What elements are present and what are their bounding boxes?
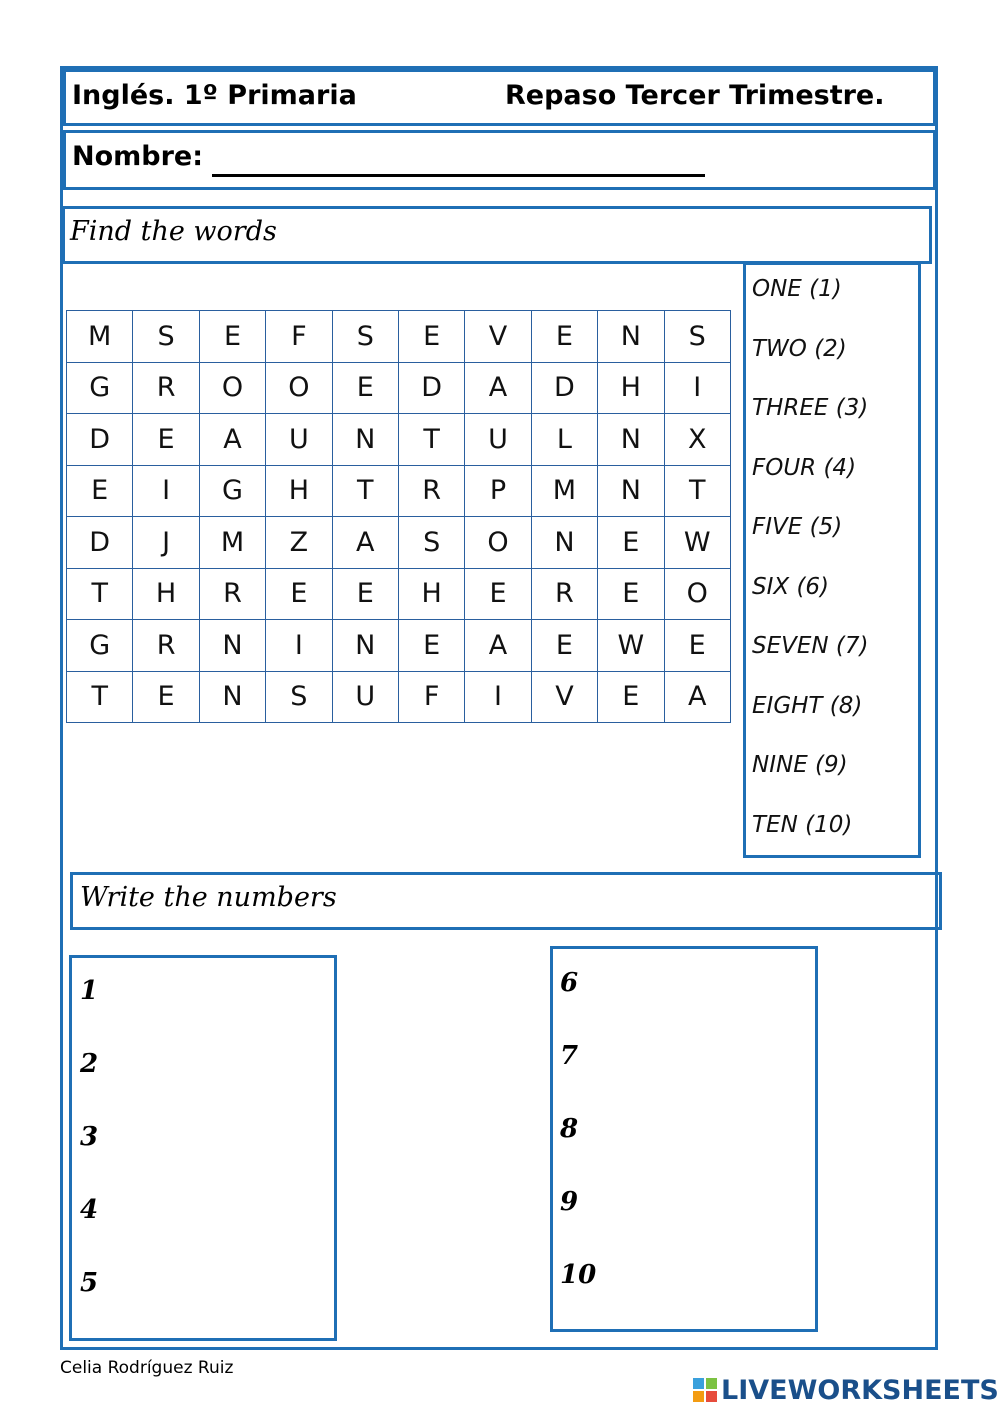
grid-cell[interactable]: E — [398, 620, 464, 672]
grid-cell[interactable]: I — [465, 671, 531, 723]
name-label: Nombre: — [72, 141, 204, 172]
grid-cell[interactable]: I — [133, 465, 199, 517]
number-item[interactable]: 4 — [80, 1195, 99, 1225]
word-list-item: THREE (3) — [752, 395, 869, 421]
number-item[interactable]: 5 — [80, 1268, 99, 1298]
header-topic: Repaso Tercer Trimestre. — [505, 80, 885, 111]
grid-cell[interactable]: U — [266, 414, 332, 466]
grid-cell[interactable]: F — [266, 311, 332, 363]
grid-row — [67, 414, 731, 466]
grid-cell[interactable]: D — [67, 414, 133, 466]
numbers-box-left — [69, 955, 337, 1341]
grid-cell[interactable]: H — [598, 362, 664, 414]
number-item[interactable]: 1 — [80, 976, 99, 1006]
number-item[interactable]: 2 — [80, 1049, 99, 1079]
grid-cell[interactable]: N — [199, 671, 265, 723]
grid-row — [67, 465, 731, 517]
author-credit: Celia Rodríguez Ruiz — [60, 1358, 234, 1378]
grid-cell[interactable]: G — [67, 620, 133, 672]
number-item[interactable]: 7 — [560, 1041, 579, 1071]
grid-cell[interactable]: O — [266, 362, 332, 414]
grid-cell[interactable]: Z — [266, 517, 332, 569]
grid-cell[interactable]: D — [531, 362, 597, 414]
word-list — [752, 276, 869, 871]
grid-cell[interactable]: A — [664, 671, 730, 723]
grid-row — [67, 568, 731, 620]
grid-cell[interactable]: G — [199, 465, 265, 517]
number-item[interactable]: 8 — [560, 1114, 579, 1144]
grid-cell[interactable]: W — [664, 517, 730, 569]
grid-cell[interactable]: V — [465, 311, 531, 363]
numbers-list-left — [80, 976, 98, 1341]
grid-cell[interactable]: T — [67, 568, 133, 620]
grid-cell[interactable]: E — [398, 311, 464, 363]
find-words-title: Find the words — [70, 216, 277, 247]
grid-cell[interactable]: T — [332, 465, 398, 517]
grid-cell[interactable]: E — [199, 311, 265, 363]
word-list-item: NINE (9) — [752, 752, 848, 778]
grid-cell[interactable]: I — [266, 620, 332, 672]
grid-cell[interactable]: E — [266, 568, 332, 620]
number-item[interactable]: 3 — [80, 1122, 99, 1152]
grid-cell[interactable]: O — [664, 568, 730, 620]
grid-cell[interactable]: I — [664, 362, 730, 414]
grid-cell[interactable]: E — [133, 671, 199, 723]
word-list-item: SEVEN (7) — [752, 633, 869, 659]
grid-cell[interactable]: U — [465, 414, 531, 466]
liveworksheets-icon — [693, 1378, 717, 1402]
grid-cell[interactable]: N — [531, 517, 597, 569]
grid-cell[interactable]: R — [133, 362, 199, 414]
grid-row — [67, 362, 731, 414]
grid-cell[interactable]: E — [465, 568, 531, 620]
grid-cell[interactable]: H — [266, 465, 332, 517]
grid-cell[interactable]: E — [598, 568, 664, 620]
grid-cell[interactable]: F — [398, 671, 464, 723]
grid-cell[interactable]: O — [465, 517, 531, 569]
grid-cell[interactable]: E — [531, 620, 597, 672]
grid-cell[interactable]: T — [67, 671, 133, 723]
grid-cell[interactable]: U — [332, 671, 398, 723]
write-numbers-title: Write the numbers — [80, 882, 337, 913]
grid-cell[interactable]: V — [531, 671, 597, 723]
grid-row — [67, 517, 731, 569]
grid-cell[interactable]: N — [199, 620, 265, 672]
logo-square-2 — [706, 1378, 717, 1389]
grid-cell[interactable]: E — [531, 311, 597, 363]
grid-cell[interactable]: A — [465, 620, 531, 672]
grid-cell[interactable]: A — [332, 517, 398, 569]
logo-square-3 — [693, 1391, 704, 1402]
grid-cell[interactable]: E — [664, 620, 730, 672]
grid-cell[interactable]: S — [398, 517, 464, 569]
word-list-item: TWO (2) — [752, 335, 847, 362]
word-list-item: TEN (10) — [752, 811, 853, 838]
numbers-list-right — [560, 968, 596, 1333]
grid-cell[interactable]: E — [332, 568, 398, 620]
grid-cell[interactable]: T — [398, 414, 464, 466]
word-list-item: FIVE (5) — [752, 514, 843, 540]
grid-cell[interactable]: E — [598, 671, 664, 723]
grid-cell[interactable]: N — [332, 620, 398, 672]
grid-cell[interactable]: M — [531, 465, 597, 517]
grid-row — [67, 671, 731, 723]
grid-cell[interactable]: T — [664, 465, 730, 517]
grid-cell[interactable]: G — [67, 362, 133, 414]
grid-cell[interactable]: X — [664, 414, 730, 466]
grid-cell[interactable]: E — [598, 517, 664, 569]
grid-cell[interactable]: P — [465, 465, 531, 517]
grid-cell[interactable]: R — [531, 568, 597, 620]
grid-cell[interactable]: S — [266, 671, 332, 723]
grid-cell[interactable]: N — [332, 414, 398, 466]
grid-row — [67, 311, 731, 363]
grid-cell[interactable]: E — [332, 362, 398, 414]
grid-cell[interactable]: N — [598, 414, 664, 466]
grid-cell[interactable]: R — [133, 620, 199, 672]
grid-cell[interactable]: A — [465, 362, 531, 414]
grid-cell[interactable]: J — [133, 517, 199, 569]
grid-cell[interactable]: A — [199, 414, 265, 466]
grid-cell[interactable]: S — [133, 311, 199, 363]
grid-cell[interactable]: H — [133, 568, 199, 620]
logo-square-4 — [706, 1391, 717, 1402]
grid-cell[interactable]: D — [398, 362, 464, 414]
grid-cell[interactable]: M — [67, 311, 133, 363]
number-item[interactable]: 10 — [560, 1260, 597, 1290]
grid-cell[interactable]: S — [332, 311, 398, 363]
header-subject: Inglés. 1º Primaria — [72, 80, 357, 111]
grid-cell[interactable]: N — [598, 311, 664, 363]
word-list-item: FOUR (4) — [752, 454, 857, 481]
word-list-item: EIGHT (8) — [752, 692, 863, 719]
grid-cell[interactable]: O — [199, 362, 265, 414]
number-item[interactable]: 6 — [560, 968, 579, 998]
word-list-item: ONE (1) — [752, 276, 842, 302]
brand-name: LIVEWORKSHEETS — [721, 1374, 999, 1406]
name-input-line[interactable] — [212, 174, 705, 177]
grid-cell[interactable]: S — [664, 311, 730, 363]
grid-cell[interactable]: L — [531, 414, 597, 466]
grid-cell[interactable]: H — [398, 568, 464, 620]
grid-cell[interactable]: E — [67, 465, 133, 517]
grid-cell[interactable]: N — [598, 465, 664, 517]
word-search-grid — [66, 310, 731, 723]
logo-square-1 — [693, 1378, 704, 1389]
grid-cell[interactable]: M — [199, 517, 265, 569]
word-list-item: SIX (6) — [752, 573, 830, 600]
grid-cell[interactable]: R — [398, 465, 464, 517]
grid-cell[interactable]: R — [199, 568, 265, 620]
grid-cell[interactable]: W — [598, 620, 664, 672]
grid-cell[interactable]: E — [133, 414, 199, 466]
liveworksheets-logo[interactable] — [693, 1374, 999, 1406]
grid-row — [67, 620, 731, 672]
number-item[interactable]: 9 — [560, 1187, 579, 1217]
grid-cell[interactable]: D — [67, 517, 133, 569]
